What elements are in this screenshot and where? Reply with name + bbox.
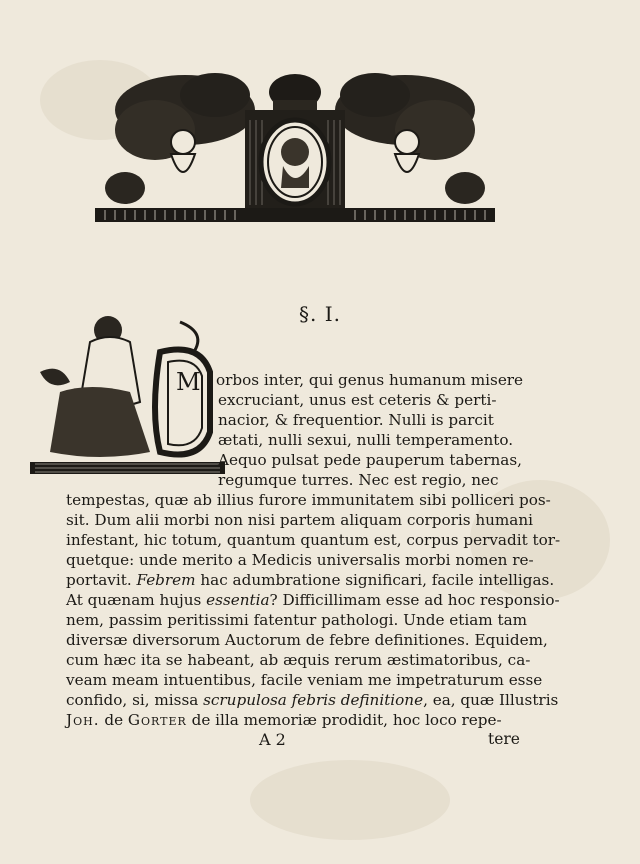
text-line: sit. Dum alii morbi non nisi partem aliquam corporis humani [66, 511, 534, 529]
woodcut-headpiece-ornament [95, 70, 495, 230]
text-line: orbos inter, qui genus humanum misere [216, 371, 524, 389]
text-line: nacior, & frequentior. Nulli is parcit [218, 411, 494, 429]
text-run: ? Difficillimam esse ad hoc responsio- [269, 591, 560, 609]
text-run: , ea, quæ Illustris [423, 691, 559, 709]
text-run: At quænam hujus [66, 591, 207, 609]
italic-term: scrupulosa febris definitione [203, 691, 424, 709]
text-run: portavit. [66, 571, 137, 589]
text-line: nem, passim peritissimi fatentur pathologi. Unde etiam tam [66, 611, 528, 629]
text-line: quetque: unde merito a Medicis universalis morbi nomen re- [66, 551, 534, 569]
catchword: tere [488, 730, 520, 748]
paper-stain [250, 760, 450, 840]
text-line: ætati, nulli sexui, nulli temperamento. [218, 431, 514, 449]
text-line: diversæ diversorum Auctorum de febre definitiones. Equidem, [66, 631, 548, 649]
text-run: hac adumbratione significari, facile intelligas. [195, 571, 555, 589]
author-name: Joh. [66, 711, 100, 729]
text-line: regumque turres. Nec est regio, nec [218, 471, 499, 489]
text-line: infestant, hic totum, quantum quantum est, corpus pervadit tor- [66, 531, 561, 549]
italic-term: essentia [206, 591, 270, 609]
text-line: Aequo pulsat pede pauperum tabernas, [218, 451, 522, 469]
decorated-initial-ornament [30, 312, 225, 480]
initial-capital-letter: M [176, 368, 201, 396]
text-line: veam meam intuentibus, facile veniam me impetraturum esse [66, 671, 543, 689]
section-heading: §. I. [299, 302, 341, 326]
text-run: de illa memoriæ prodidit, hoc loco repe- [186, 711, 502, 729]
text-line: tempestas, quæ ab illius furore immunitatem sibi polliceri pos- [66, 491, 551, 509]
text-line [66, 710, 502, 730]
text-run: de [99, 711, 128, 729]
author-name: Gorter [127, 711, 187, 729]
italic-term: Febrem [136, 571, 196, 589]
text-line [66, 570, 554, 590]
text-line [66, 590, 560, 610]
text-line [66, 690, 558, 710]
text-run: confido, si, missa [66, 691, 204, 709]
signature-mark: A 2 [259, 730, 286, 749]
text-line: excruciant, unus est ceteris & perti- [218, 391, 497, 409]
text-line: cum hæc ita se habeant, ab æquis rerum æstimatoribus, ca- [66, 651, 531, 669]
